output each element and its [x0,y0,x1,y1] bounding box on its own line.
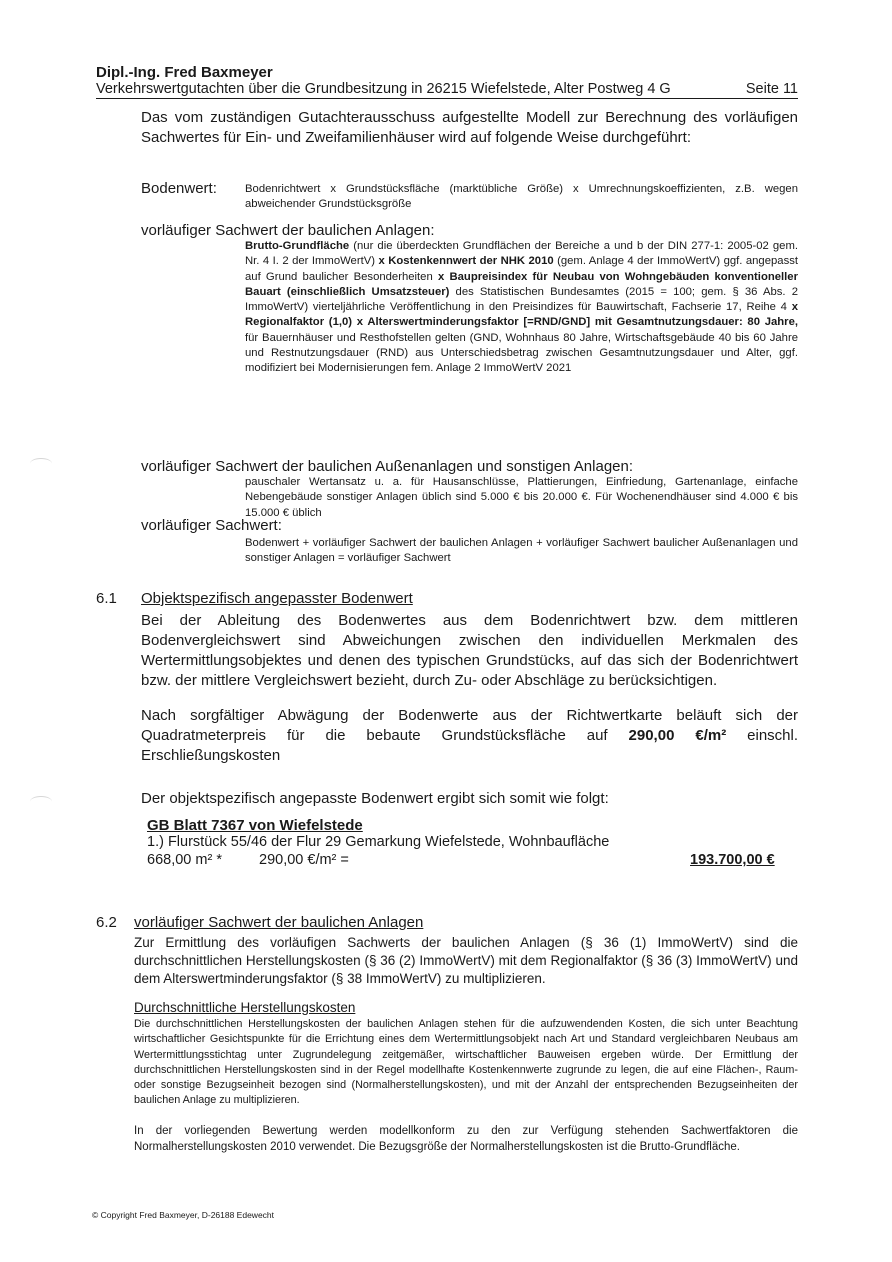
text-part: einschl. Erschließungskosten [141,727,799,764]
herstellungskosten-subtitle: Durchschnittliche Herstellungskosten [134,1000,356,1015]
section-6-1-title: Objektspezifisch angepasster Bodenwert [141,590,413,607]
punch-hole-mark [30,458,52,469]
section-6-1-paragraph-2 [141,706,798,766]
text-part: (nur die überdeckten Grundflächen der Bereiche a und b der DIN 277-1: 2005-02 gem. Nr. 4 I. 2 der ImmoWertV) [245,240,798,268]
bodenwert-total: 193.700,00 € [690,852,775,868]
intro-paragraph: Das vom zuständigen Gutachterausschuss aufgestellte Modell zur Berechnung des vorläufigen Sachwertes für Ein- und Zweifamilienhäuser wird auf folgende Weise durchgeführt: [141,109,798,146]
gb-blatt-title: GB Blatt 7367 von Wiefelstede [147,817,363,834]
section-6-1-paragraph-1: Bei der Ableitung des Bodenwertes aus dem Bodenrichtwert bzw. dem mittleren Bodenvergleichswert sind Abweichungen zwischen den individuellen Merkmalen des Wertermittlungsobjektes und denen des typischen Grundstücks, auf das sich der Bodenrichtwert bzw. der mittlere Vergleichswert bezieht, durch Zu- oder Abschläge zu berücksichtigen. [141,612,798,689]
copyright-footer: © Copyright Fred Baxmeyer, D-26188 Edewecht [92,1210,275,1220]
section-6-2-paragraph-1: Zur Ermittlung des vorläufigen Sachwerts der baulichen Anlagen (§ 36 (1) ImmoWertV) sind die durchschnittlichen Herstellungskosten (§ 36 (2) ImmoWertV) mit dem Regionalfaktor (§ 36 (3) ImmoWertV) und dem Alterswertminderungsfaktor (§ 38 ImmoWertV) zu multiplizieren. [134,935,798,986]
term-bgf: Brutto-Grundfläche [245,240,350,252]
vsw-label: vorläufiger Sachwert: [141,517,282,534]
vsw-aussen-text: pauschaler Wertansatz u. a. für Hausanschlüsse, Plattierungen, Einfriedung, Gartenanlage, einfache Nebengebäude sonstiger Anlagen üblich sind 5.000 € bis 20.000 €. Für Wochenendhäuser sind 4.000 € bis 15.000 € üblich [245,476,798,519]
vsw-bauliche-label: vorläufiger Sachwert der baulichen Anlagen: [141,222,435,239]
text-part: Nach sorgfältiger Abwägung der Bodenwerte aus der Richtwertkarte beläuft sich der Quadratmeterpreis für die bebaute Grundstücksfläche auf [141,707,798,744]
vsw-text: Bodenwert + vorläufiger Sachwert der baulichen Anlagen + vorläufiger Sachwert baulicher Außenanlagen und sonstiger Anlagen = vorläufiger Sachwert [245,537,798,565]
punch-hole-mark [30,796,52,807]
area-value: 668,00 m² * [147,852,222,868]
author-name: Dipl.-Ing. Fred Baxmeyer [96,64,273,81]
vsw-aussen-label: vorläufiger Sachwert der baulichen Außenanlagen und sonstigen Anlagen: [141,458,634,475]
price-per-sqm: 290,00 €/m² [628,727,727,744]
section-6-2-number: 6.2 [96,914,117,931]
text-part: des Statistischen Bundesamtes (2015 = 100; gem. § 36 Abs. 2 ImmoWertV) vierteljährliche Veröffentlichung in den Preisindizes für Bauwirtschaft, Fachserie 17, Reihe 4 [245,285,798,314]
term-regionalfaktor: x Regionalfaktor (1,0) x Alterswertminderungsfaktor [=RND/GND] mit Gesamtnutzungsdauer: 80 Jahre, [245,301,798,329]
text-part: für Bauernhäuser und Resthofstellen gelten (GND, Wohnhaus 80 Jahre, Wirtschaftsgebäude 40 bis 60 Jahre und Restnutzungsdauer (RND) aus Unterschiedsbetrag zwischen Gesamtnutzungsdauer und Alter, ggf. modifiziert bei Modernisierungen fem. Anlage 2 ImmoWertV 2021 [245,331,798,375]
term-baupreisindex: x Baupreisindex für Neubau von Wohngebäuden konventioneller Bauart (einschließlich Umsatzsteuer) [245,270,798,298]
price-value: 290,00 €/m² = [259,852,349,868]
herstellungskosten-paragraph: Die durchschnittlichen Herstellungskosten der baulichen Anlagen stehen für die aufzuwendenden Kosten, die sich unter Beachtung wirtschaftlicher Gesichtspunkte für die Errichtung eines dem Wertermittlungsobjekt nach Art und Standard vergleichbaren Neubaus am Wertermittlungsstichtag unter Zugrundelegung zeitgemäßer, wirtschaftlicher Bauweisen ergeben würde. Der Ermittlung der durchschnittlichen Herstellungskosten sind in der Regel modellhafte Kostenkennwerte zugrunde zu legen, die auf eine Flächen-, Raum- oder sonstige Bezugseinheit bezogen sind (Normalherstellungskosten), und mit der Anzahl der entsprechenden Bezugseinheiten der baulichen Anlage zu multiplizieren. [134,1018,798,1107]
bodenwert-text: Bodenrichtwert x Grundstücksfläche (marktübliche Größe) x Umrechnungskoeffizienten, z.B. wegen abweichender Grundstücksgröße [245,183,798,211]
nhk-paragraph: In der vorliegenden Bewertung werden modellkonform zu den zur Verfügung stehenden Sachwertfaktoren die Normalherstellungskosten 2010 verwendet. Die Bezugsgröße der Normalherstellungskosten ist die Brutto-Grundfläche. [134,1125,798,1153]
document-subtitle [96,81,798,99]
vsw-bauliche-text [245,239,798,377]
section-6-1-number: 6.1 [96,590,117,607]
section-6-2-title: vorläufiger Sachwert der baulichen Anlagen [134,914,424,931]
section-6-1-paragraph-3: Der objektspezifisch angepasste Bodenwert ergibt sich somit wie folgt: [141,790,609,807]
page-number: Seite 11 [745,81,798,97]
term-kostenkennwert: x Kostenkennwert der NHK 2010 [378,255,554,268]
subtitle-text: Verkehrswertgutachten über die Grundbesitzung in 26215 Wiefelstede, Alter Postweg 4 G [96,81,671,97]
bodenwert-label: Bodenwert: [141,180,217,197]
text-part: (gem. Anlage 4 der ImmoWertV) ggf. angepasst auf Grund baulicher Besonderheiten [245,255,799,283]
flurstueck-line: 1.) Flurstück 55/46 der Flur 29 Gemarkung Wiefelstede, Wohnbaufläche [147,834,610,850]
